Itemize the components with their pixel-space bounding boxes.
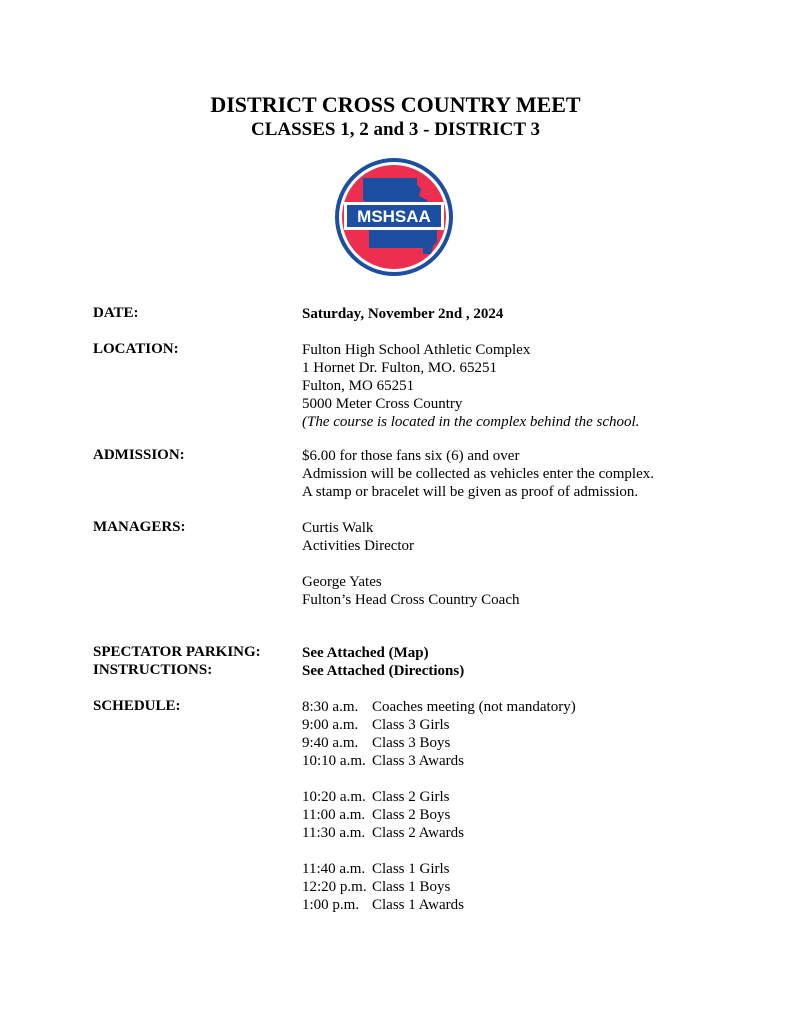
manager-title: Activities Director	[302, 538, 415, 554]
location-note: (The course is located in the complex behind the school.	[302, 414, 640, 430]
schedule-block	[302, 698, 576, 914]
schedule-item	[302, 716, 576, 734]
logo-text: MSHSAA	[357, 207, 431, 226]
schedule-time: 8:30 a.m.	[302, 699, 359, 715]
page-title: DISTRICT CROSS COUNTRY MEET	[210, 92, 581, 117]
manager-title: Fulton’s Head Cross Country Coach	[302, 592, 520, 608]
parking-label: SPECTATOR PARKING:	[93, 644, 261, 660]
schedule-event: Class 1 Boys	[372, 879, 451, 895]
schedule-item	[302, 698, 576, 716]
schedule-item	[302, 896, 576, 914]
schedule-event: Class 2 Girls	[372, 789, 450, 805]
location-line: Fulton, MO 65251	[302, 378, 415, 394]
instructions-value: See Attached (Directions)	[302, 663, 465, 679]
date-label: DATE:	[93, 305, 139, 321]
schedule-item	[302, 752, 576, 770]
location-label: LOCATION:	[93, 341, 179, 357]
page-subtitle: CLASSES 1, 2 and 3 - DISTRICT 3	[251, 119, 540, 140]
schedule-item	[302, 824, 576, 842]
schedule-time: 9:00 a.m.	[302, 717, 359, 733]
location-line: Fulton High School Athletic Complex	[302, 342, 531, 358]
schedule-time: 10:20 a.m.	[302, 789, 366, 805]
admission-line: A stamp or bracelet will be given as proof of admission.	[302, 484, 639, 500]
schedule-event: Class 1 Awards	[372, 897, 464, 913]
schedule-event: Class 2 Awards	[372, 825, 464, 841]
schedule-item	[302, 878, 576, 896]
schedule-time: 10:10 a.m.	[302, 753, 366, 769]
location-line: 1 Hornet Dr. Fulton, MO. 65251	[302, 360, 497, 376]
location-block	[302, 341, 639, 431]
schedule-event: Class 3 Boys	[372, 735, 451, 751]
manager-name: George Yates	[302, 574, 382, 590]
location-line: 5000 Meter Cross Country	[302, 396, 463, 412]
parking-value: See Attached (Map)	[302, 645, 429, 661]
admission-line: $6.00 for those fans six (6) and over	[302, 448, 520, 464]
managers-block	[302, 519, 520, 609]
schedule-item	[302, 806, 576, 824]
instructions-label: INSTRUCTIONS:	[93, 662, 213, 678]
schedule-item	[302, 734, 576, 752]
schedule-time: 11:00 a.m.	[302, 807, 366, 823]
admission-label: ADMISSION:	[93, 447, 185, 463]
schedule-time: 9:40 a.m.	[302, 735, 359, 751]
date-value: Saturday, November 2nd , 2024	[302, 306, 504, 322]
manager-name: Curtis Walk	[302, 520, 374, 536]
schedule-time: 1:00 p.m.	[302, 897, 360, 913]
schedule-label: SCHEDULE:	[93, 698, 181, 714]
admission-block	[302, 447, 654, 501]
schedule-event: Class 3 Girls	[372, 717, 450, 733]
schedule-event: Class 2 Boys	[372, 807, 451, 823]
schedule-event: Class 3 Awards	[372, 753, 464, 769]
managers-label: MANAGERS:	[93, 519, 186, 535]
schedule-item	[302, 788, 576, 806]
schedule-time: 11:40 a.m.	[302, 861, 366, 877]
schedule-time: 11:30 a.m.	[302, 825, 366, 841]
schedule-event: Class 1 Girls	[372, 861, 450, 877]
schedule-event: Coaches meeting (not mandatory)	[372, 699, 576, 715]
schedule-time: 12:20 p.m.	[302, 879, 367, 895]
mshsaa-logo	[333, 156, 455, 278]
schedule-item	[302, 860, 576, 878]
admission-line: Admission will be collected as vehicles enter the complex.	[302, 466, 654, 482]
